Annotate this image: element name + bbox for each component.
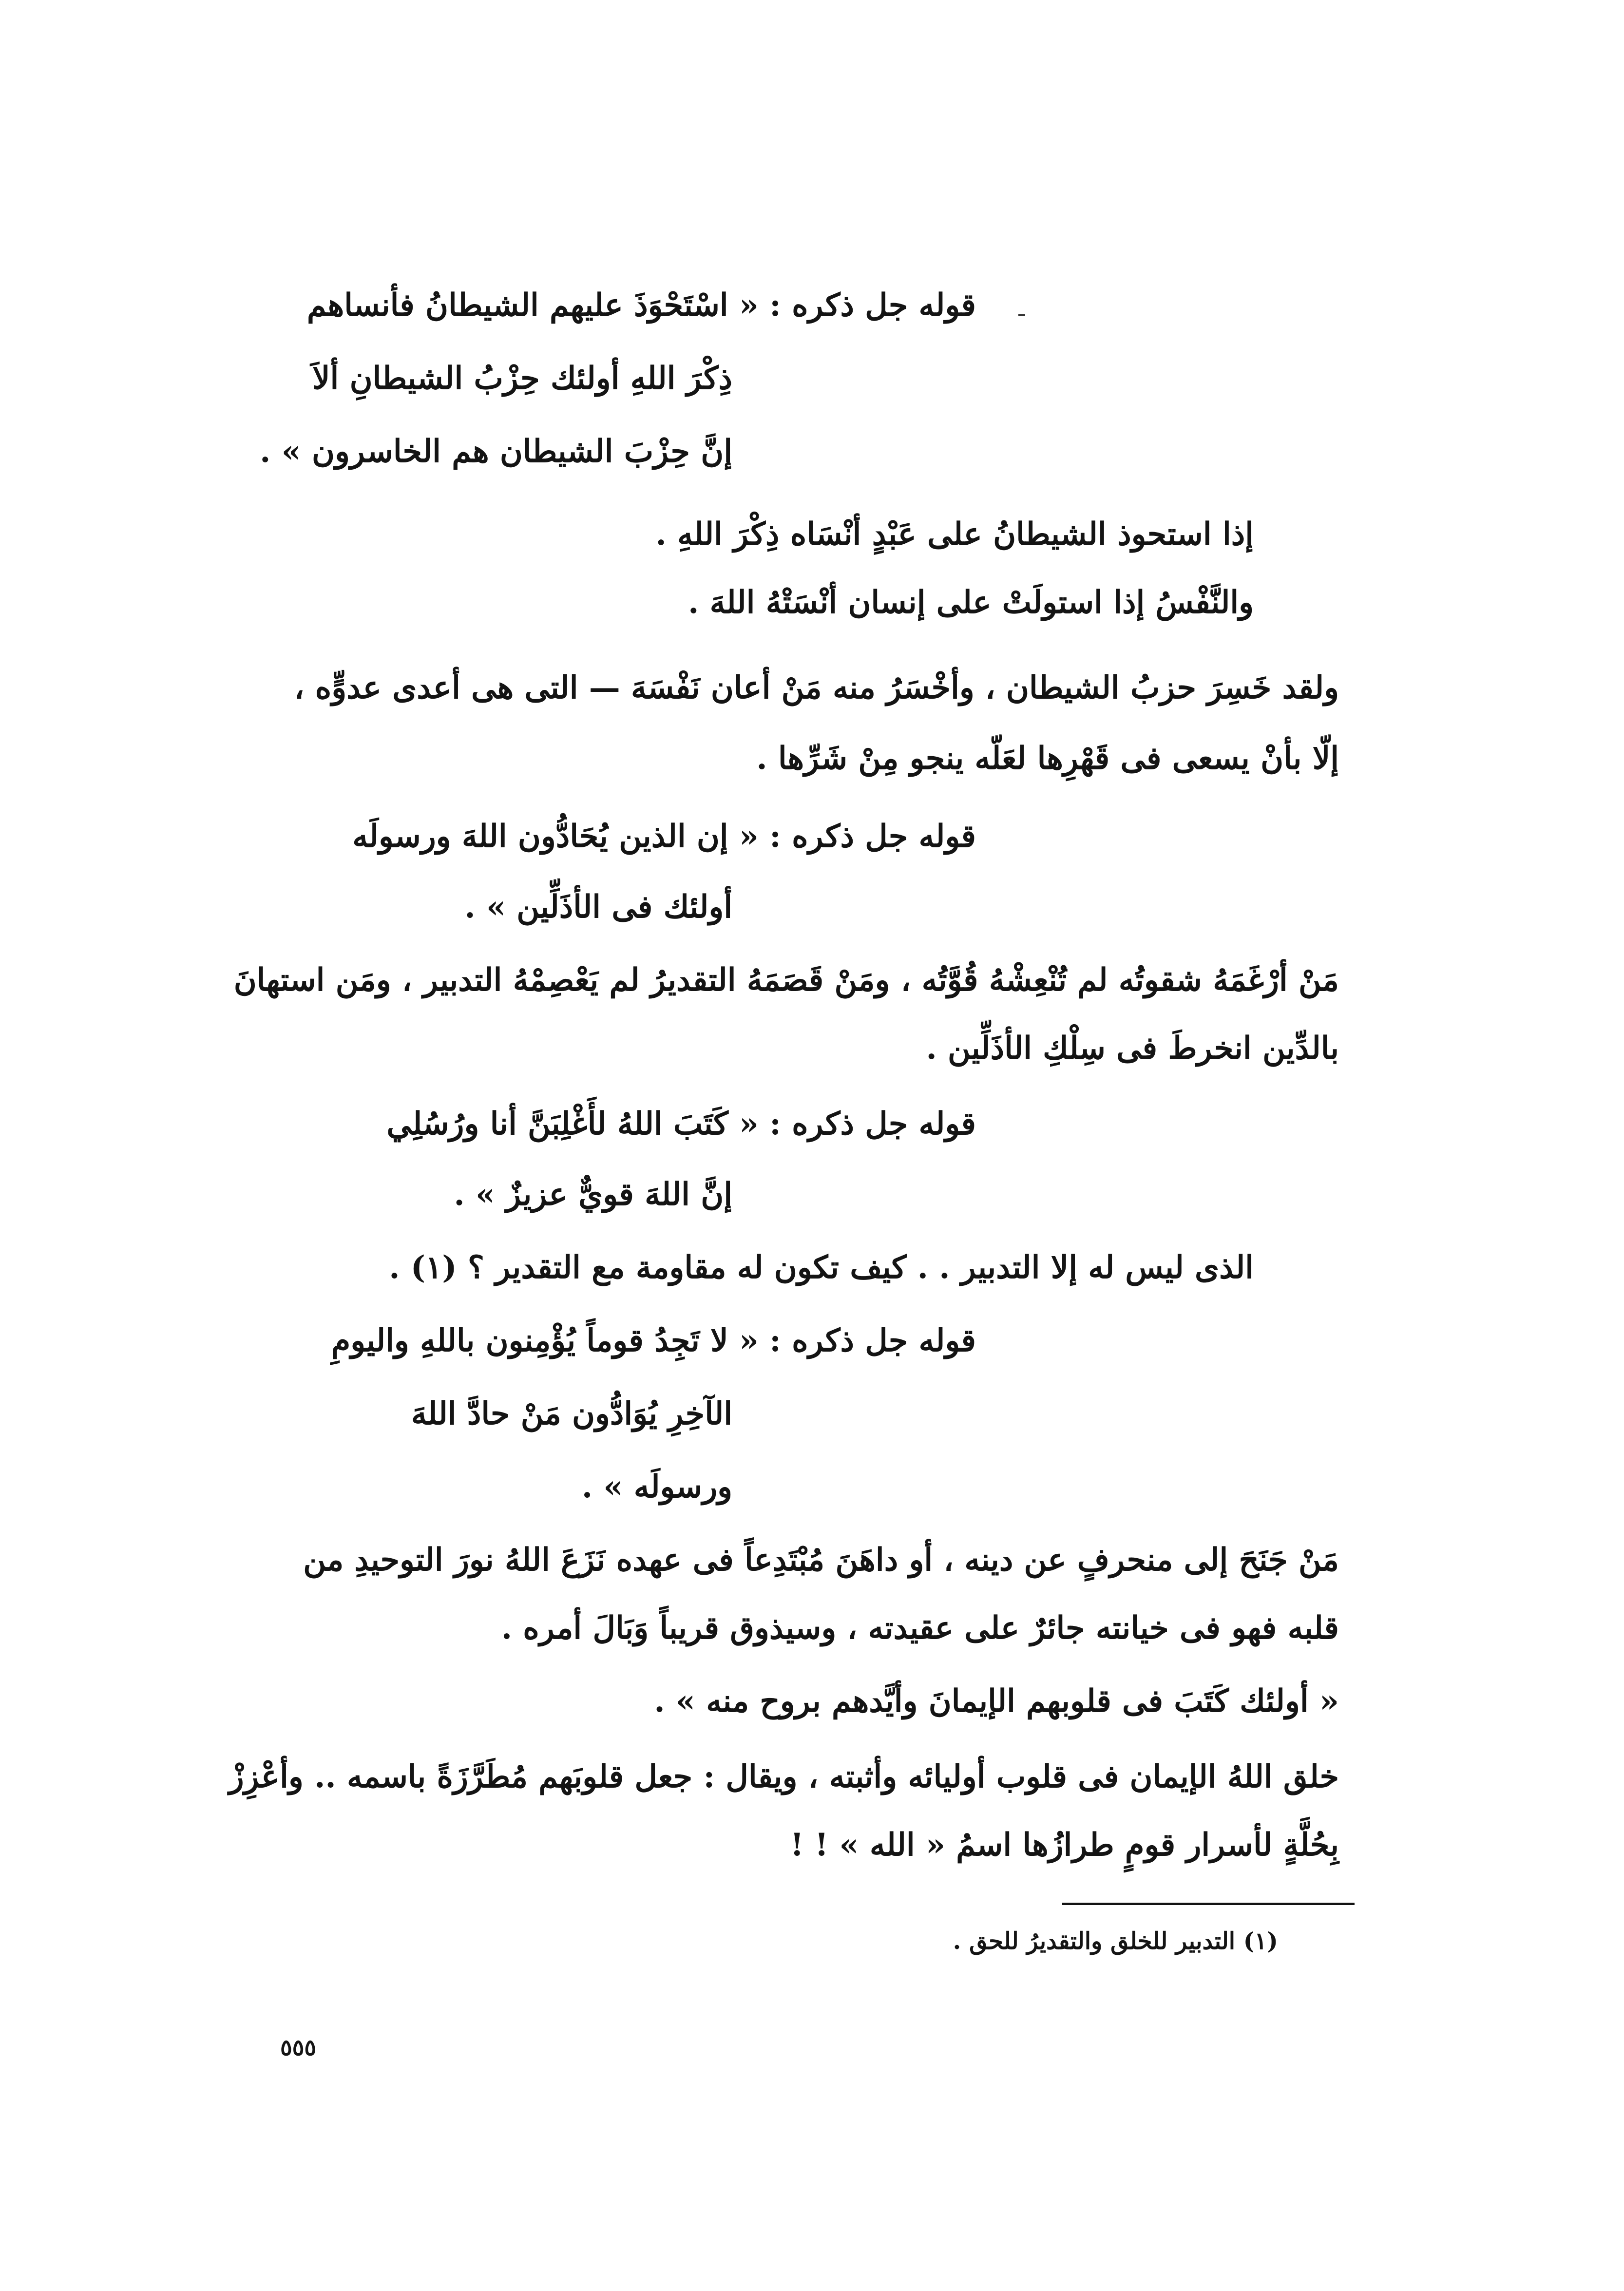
text-line: الذى ليس له إلا التدبير . . كيف تكون له مقاومة مع التقدير ؟ (١) . xyxy=(389,1249,1254,1286)
text-line: ولقد خَسِرَ حزبُ الشيطان ، وأخْسَرُ منه مَنْ أعان نَفْسَهَ — التى هى أعدى عدوٍّه ، xyxy=(294,669,1339,706)
scan-speck xyxy=(1018,314,1025,316)
text-line: ذِكْرَ اللهِ أولئك حِزْبُ الشيطانِ ألاَ xyxy=(312,360,732,397)
text-line: قوله جل ذكره : « كَتَبَ اللهُ لأَغْلِبَنَّ أنا ورُسُلِي xyxy=(386,1106,976,1142)
text-line: قوله جل ذكره : « إن الذين يُحَادُّون اللهَ ورسولَه xyxy=(352,818,976,855)
text-line: الآخِرِ يُوَادُّون مَنْ حادَّ اللهَ xyxy=(411,1395,732,1432)
text-line: مَنْ جَنَحَ إلى منحرفٍ عن دينه ، أو داهَنَ مُبْتَدِعاً فى عهده نَزَعَ اللهُ نورَ التوحيدِ من xyxy=(303,1542,1339,1578)
text-line: خلق اللهُ الإيمان فى قلوب أوليائه وأثبته ، ويقال : جعل قلوبَهم مُطَرَّزَةً باسمه .. وأعْزِزْ xyxy=(229,1758,1339,1795)
text-line: مَنْ أرْغَمَهُ شقوتُه لم تُنْعِشْهُ قُوَّتُه ، ومَنْ قَصَمَهُ التقديرُ لم يَعْصِمْهُ التدبير ، ومَن استهانَ xyxy=(233,962,1339,998)
text-line: أولئك فى الأذَلِّين » . xyxy=(464,889,732,925)
text-line: قوله جل ذكره : « لا تَجِدُ قوماً يُؤْمِنون باللهِ واليومِ xyxy=(331,1322,976,1359)
text-line: قوله جل ذكره : « اسْتَحْوَذَ عليهم الشيطانُ فأنساهم xyxy=(306,287,976,324)
text-line: بِحُلَّةٍ لأسرار قومٍ طرازُها اسمُ « الله » ! ! xyxy=(790,1827,1339,1863)
text-line: إنَّ اللهَ قويٌّ عزيزٌ » . xyxy=(454,1176,732,1213)
footnote-rule xyxy=(1062,1903,1355,1905)
text-line: « أولئك كَتَبَ فى قلوبهم الإيمانَ وأيَّدهم بروح منه » . xyxy=(654,1683,1339,1719)
text-line: ورسولَه » . xyxy=(581,1469,732,1505)
text-line: قلبه فهو فى خيانته جائرٌ على عقيدته ، وسيذوق قريباً وَبَالَ أمره . xyxy=(501,1610,1339,1646)
text-line: إذا استحوذ الشيطانُ على عَبْدٍ أنْسَاه ذِكْرَ اللهِ . xyxy=(655,516,1254,553)
text-line: والنَّفْسُ إذا استولَتْ على إنسان أنْسَتْهُ اللهَ . xyxy=(688,584,1254,621)
text-line: إنَّ حِزْبَ الشيطان هم الخاسرون » . xyxy=(260,433,732,470)
footnote: (١) التدبير للخلق والتقديرُ للحق . xyxy=(953,1928,1278,1955)
text-line: إلّا بأنْ يسعى فى قَهْرِها لعَلّه ينجو مِنْ شَرِّها . xyxy=(756,740,1339,777)
text-line: بالدِّين انخرطَ فى سِلْكِ الأذَلِّين . xyxy=(926,1030,1339,1067)
page-number: ٥٥٥ xyxy=(280,2034,317,2061)
